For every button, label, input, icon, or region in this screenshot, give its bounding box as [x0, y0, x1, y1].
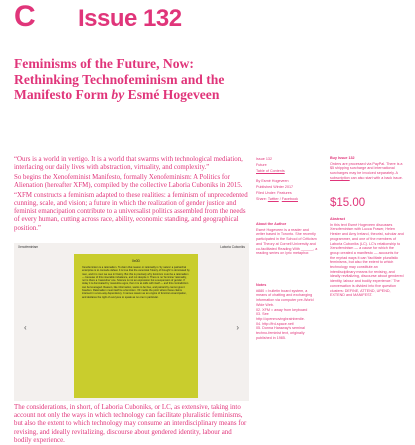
next-arrow-icon: ›: [236, 323, 239, 332]
share-twitter-link[interactable]: Twitter: [267, 197, 279, 201]
note-item[interactable]: 04. http://frd-space.net/: [256, 321, 294, 326]
article-meta: [256, 156, 316, 202]
manifesto-screenshot: [14, 243, 249, 401]
toc-link-text[interactable]: Table of Contents: [256, 169, 285, 173]
note-item: #880 = bulletin board system, a means of chatting and exchanging information via computer pre-World Wide Web.: [256, 288, 314, 307]
manifesto-panel: [74, 254, 198, 398]
meta-published: Published Winter 2017: [256, 185, 294, 189]
magazine-logo[interactable]: C: [14, 0, 36, 33]
lead-paragraph: So begins the Xenofeminist Manifesto, formally Xenofeminism: A Politics for Alienation (hereafter XFM), compiled by the collective Laboria Cuboniks in 2015.: [14, 173, 243, 190]
notes-section: [256, 283, 318, 340]
article-lead: [14, 156, 250, 234]
meta-share: Share: Twitter / Facebook: [256, 197, 298, 201]
note-item: 02. XFM = away from keyboard: [256, 307, 308, 312]
meta-issue-link[interactable]: Issue 132: [256, 157, 272, 161]
prev-arrow-icon: ‹: [24, 323, 27, 332]
issue-number[interactable]: Issue 132: [78, 5, 182, 32]
toolbar-right-label: Laboria Cuboniks: [220, 245, 245, 249]
notes-label: Notes: [256, 283, 267, 287]
buy-price-button[interactable]: $15.00: [330, 197, 366, 209]
toolbar-left-label: Xenofeminism: [18, 245, 39, 249]
buy-text: [330, 162, 404, 181]
buy-section: [330, 156, 404, 181]
buy-label: Buy Issue 132: [330, 156, 355, 160]
meta-filed: Filed Under: Features: [256, 191, 292, 195]
browser-toolbar: [14, 243, 249, 252]
meta-theme-link[interactable]: Future: [256, 163, 267, 167]
meta-author: By Esmé Hogeveen: [256, 179, 289, 183]
article-body-paragraph: The considerations, in short, of Laboria Cuboniks, or LC, as extensive, taking into account not only the ways in which technology can facilitate pluralistic feminisms, but also the extent to which technology may consume an interdisciplinary means for revising, and ideally revitalizing, discourse about gendered identity, labour and bodily experience.: [14, 404, 247, 444]
abstract-section: [330, 217, 404, 298]
article-title: [14, 56, 254, 103]
abstract-text: In this text Esmé Hogeveen discusses Xenofeminism with Lucca Fraser, Helen Hester and Amy Ireland, theorist, scholar and programmer, and one of the members of Laboria Cuboniks (LC). LC's relationship to Xenofeminism — a cause for which the group created a manifesto — accounts for the myriad ways it can 'facilitate pluralistic feminisms, but also the extent to which technology may constitute an interdisciplinary means for revising, and ideally revitalizing, discourse about gendered identity, labour and bodily experience.' The conversation is divided into five question clusters: DEFINE, ATTEND, UPEND, EXTEND and MANIFEST.: [330, 222, 404, 298]
author-name: Esmé Hogeveen: [127, 87, 220, 102]
share-label: Share:: [256, 197, 267, 201]
buy-text-before: Orders are processed via PayPal. There is a $5 shipping surcharge and international surcharges may be invoiced separately. A: [330, 161, 403, 176]
share-facebook-link[interactable]: Facebook: [281, 197, 298, 201]
lead-paragraph: “XFM constructs a feminism adapted to these realities: a feminism of unprecedented cunning, scale, and vision; a future in which the realization of gender justice and feminist emancipation contribute to a universalist politics assembled from the needs of every human, cutting across race, ability, economic standing, and geographical position.”: [14, 191, 248, 232]
about-text: Esmé Hogeveen is a reader and writer based in Toronto. She recently participated in the School of Criticism and Theory at Cornell University and co-facilitated Reading With ______, a reading series on lyric metaphor.: [256, 227, 318, 256]
title-text: Feminisms of the Future, Now: Rethinking Technofeminism and the Manifesto Form: [14, 56, 225, 102]
subscription-link[interactable]: subscription: [330, 175, 350, 180]
lead-paragraph: “Ours is a world in vertigo. It is a world that swarms with technological mediation, interlacing our daily lives with abstraction, virtuality, and complexity.”: [14, 156, 243, 172]
note-item: 05. Donna Haraway's seminal techno-feminist text, originally published in 1985.: [256, 326, 305, 340]
panel-text: Xenofeminism is a rationalism. To claim that reason or rationality is 'by nature' a patriarchal enterprise is to concede defeat. It is true that the canonical 'history of thought' is dominated by men, and it is men we see in history. But this is precisely why feminism must be a rationalism — because of this miserable imbalance, and not despite it. There is no 'feminine' rationality, nor is there a 'masculine' one. Science is not an expression but a suspension of gender. If today it is dominated by masculine egos, then it is at odds with itself — and this contradiction can be leveraged. Reason, like information, wants to be free, and patriarchy cannot give it freedom. Rationalism must itself be a feminism. XF marks the point where these claims intersect in a two-way dependency. It names reason as an engine of feminist emancipation, and declares the right of everyone to speak as no one in particular.: [82, 266, 190, 299]
about-label: About the Author: [256, 222, 287, 226]
abstract-label: Abstract: [330, 217, 345, 221]
byline-prefix: by: [111, 87, 125, 102]
note-item[interactable]: 03. See http://openmovingbrainberdie.: [256, 312, 305, 321]
panel-heading: 0x0D: [132, 259, 140, 263]
buy-text-after: can also start with a back issue.: [350, 175, 403, 180]
about-author: [256, 222, 318, 256]
